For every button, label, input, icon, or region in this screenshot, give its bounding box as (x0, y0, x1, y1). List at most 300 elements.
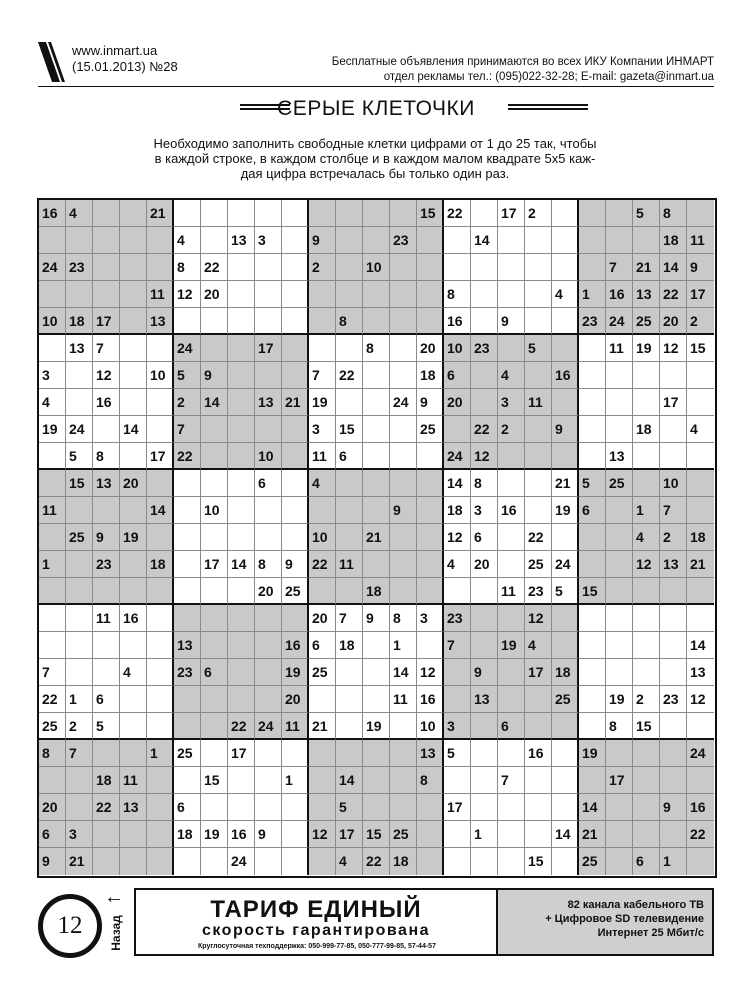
grid-cell[interactable] (363, 362, 390, 389)
grid-cell[interactable]: 20 (282, 686, 309, 713)
grid-cell[interactable] (471, 740, 498, 767)
grid-cell[interactable]: 25 (579, 848, 606, 875)
grid-cell[interactable] (552, 389, 579, 416)
header-site-url[interactable]: www.inmart.ua (72, 43, 158, 58)
grid-cell[interactable] (660, 362, 687, 389)
grid-cell[interactable] (579, 416, 606, 443)
grid-cell[interactable]: 23 (93, 551, 120, 578)
grid-cell[interactable] (282, 335, 309, 362)
grid-cell[interactable]: 22 (363, 848, 390, 875)
grid-cell[interactable] (417, 227, 444, 254)
grid-cell[interactable]: 18 (444, 497, 471, 524)
grid-cell[interactable]: 10 (147, 362, 174, 389)
grid-cell[interactable] (174, 767, 201, 794)
grid-cell[interactable] (147, 848, 174, 875)
grid-cell[interactable]: 9 (363, 605, 390, 632)
grid-cell[interactable]: 21 (363, 524, 390, 551)
grid-cell[interactable]: 19 (579, 740, 606, 767)
grid-cell[interactable] (93, 497, 120, 524)
grid-cell[interactable]: 5 (579, 470, 606, 497)
grid-cell[interactable] (471, 200, 498, 227)
grid-cell[interactable]: 11 (687, 227, 714, 254)
grid-cell[interactable]: 9 (552, 416, 579, 443)
grid-cell[interactable] (660, 416, 687, 443)
grid-cell[interactable] (66, 281, 93, 308)
grid-cell[interactable]: 5 (552, 578, 579, 605)
grid-cell[interactable] (417, 254, 444, 281)
grid-cell[interactable]: 9 (498, 308, 525, 335)
grid-cell[interactable] (363, 767, 390, 794)
grid-cell[interactable] (93, 254, 120, 281)
grid-cell[interactable] (471, 362, 498, 389)
grid-cell[interactable]: 23 (66, 254, 93, 281)
grid-cell[interactable]: 23 (174, 659, 201, 686)
grid-cell[interactable] (120, 551, 147, 578)
grid-cell[interactable]: 14 (201, 389, 228, 416)
grid-cell[interactable] (39, 767, 66, 794)
grid-cell[interactable]: 3 (39, 362, 66, 389)
grid-cell[interactable] (363, 308, 390, 335)
grid-cell[interactable]: 11 (498, 578, 525, 605)
grid-cell[interactable]: 17 (525, 659, 552, 686)
grid-cell[interactable]: 6 (309, 632, 336, 659)
grid-cell[interactable]: 7 (174, 416, 201, 443)
grid-cell[interactable]: 12 (471, 443, 498, 470)
grid-cell[interactable]: 25 (633, 308, 660, 335)
grid-cell[interactable] (606, 551, 633, 578)
grid-cell[interactable] (579, 227, 606, 254)
grid-cell[interactable]: 6 (471, 524, 498, 551)
grid-cell[interactable]: 6 (93, 686, 120, 713)
grid-cell[interactable]: 4 (309, 470, 336, 497)
grid-cell[interactable] (606, 497, 633, 524)
grid-cell[interactable]: 4 (552, 281, 579, 308)
grid-cell[interactable] (255, 281, 282, 308)
grid-cell[interactable]: 15 (579, 578, 606, 605)
grid-cell[interactable] (498, 524, 525, 551)
grid-cell[interactable] (552, 254, 579, 281)
grid-cell[interactable] (606, 227, 633, 254)
grid-cell[interactable]: 15 (201, 767, 228, 794)
grid-cell[interactable] (201, 308, 228, 335)
grid-cell[interactable] (579, 551, 606, 578)
grid-cell[interactable] (174, 524, 201, 551)
grid-cell[interactable] (444, 578, 471, 605)
grid-cell[interactable] (255, 308, 282, 335)
grid-cell[interactable]: 22 (228, 713, 255, 740)
grid-cell[interactable] (363, 686, 390, 713)
grid-cell[interactable] (120, 713, 147, 740)
grid-cell[interactable]: 3 (498, 389, 525, 416)
grid-cell[interactable]: 13 (228, 227, 255, 254)
grid-cell[interactable]: 3 (255, 227, 282, 254)
grid-cell[interactable] (606, 740, 633, 767)
grid-cell[interactable]: 9 (255, 821, 282, 848)
grid-cell[interactable] (147, 335, 174, 362)
grid-cell[interactable] (390, 362, 417, 389)
grid-cell[interactable]: 4 (687, 416, 714, 443)
grid-cell[interactable]: 24 (390, 389, 417, 416)
grid-cell[interactable] (255, 740, 282, 767)
grid-cell[interactable] (606, 524, 633, 551)
grid-cell[interactable] (417, 308, 444, 335)
grid-cell[interactable]: 22 (201, 254, 228, 281)
grid-cell[interactable]: 12 (417, 659, 444, 686)
grid-cell[interactable] (579, 335, 606, 362)
grid-cell[interactable] (93, 740, 120, 767)
grid-cell[interactable]: 18 (633, 416, 660, 443)
grid-cell[interactable]: 16 (228, 821, 255, 848)
grid-cell[interactable] (201, 470, 228, 497)
grid-cell[interactable] (201, 713, 228, 740)
grid-cell[interactable]: 19 (39, 416, 66, 443)
grid-cell[interactable] (525, 713, 552, 740)
grid-cell[interactable] (309, 848, 336, 875)
grid-cell[interactable]: 21 (552, 470, 579, 497)
grid-cell[interactable] (120, 308, 147, 335)
grid-cell[interactable] (147, 254, 174, 281)
grid-cell[interactable]: 7 (39, 659, 66, 686)
grid-cell[interactable] (633, 794, 660, 821)
grid-cell[interactable] (417, 470, 444, 497)
grid-cell[interactable]: 5 (444, 740, 471, 767)
grid-cell[interactable] (579, 254, 606, 281)
grid-cell[interactable] (228, 767, 255, 794)
grid-cell[interactable]: 4 (39, 389, 66, 416)
grid-cell[interactable]: 2 (498, 416, 525, 443)
grid-cell[interactable]: 15 (417, 200, 444, 227)
grid-cell[interactable]: 17 (147, 443, 174, 470)
grid-cell[interactable]: 12 (525, 605, 552, 632)
grid-cell[interactable] (336, 713, 363, 740)
grid-cell[interactable]: 23 (660, 686, 687, 713)
grid-cell[interactable] (390, 200, 417, 227)
grid-cell[interactable]: 7 (444, 632, 471, 659)
grid-cell[interactable] (336, 389, 363, 416)
grid-cell[interactable] (120, 227, 147, 254)
grid-cell[interactable] (228, 308, 255, 335)
grid-cell[interactable]: 11 (525, 389, 552, 416)
grid-cell[interactable] (606, 794, 633, 821)
grid-cell[interactable]: 18 (363, 578, 390, 605)
grid-cell[interactable] (552, 605, 579, 632)
grid-cell[interactable] (228, 497, 255, 524)
grid-cell[interactable]: 7 (498, 767, 525, 794)
grid-cell[interactable]: 17 (444, 794, 471, 821)
grid-cell[interactable]: 19 (552, 497, 579, 524)
grid-cell[interactable] (147, 470, 174, 497)
grid-cell[interactable] (471, 767, 498, 794)
grid-cell[interactable] (525, 686, 552, 713)
grid-cell[interactable] (633, 389, 660, 416)
grid-cell[interactable]: 13 (174, 632, 201, 659)
grid-cell[interactable] (417, 524, 444, 551)
grid-cell[interactable] (498, 335, 525, 362)
grid-cell[interactable] (255, 659, 282, 686)
grid-cell[interactable] (660, 443, 687, 470)
grid-cell[interactable]: 25 (39, 713, 66, 740)
grid-cell[interactable] (552, 443, 579, 470)
grid-cell[interactable] (147, 416, 174, 443)
grid-cell[interactable] (552, 308, 579, 335)
grid-cell[interactable] (687, 767, 714, 794)
grid-cell[interactable] (633, 578, 660, 605)
grid-cell[interactable]: 17 (336, 821, 363, 848)
grid-cell[interactable] (66, 605, 93, 632)
back-link[interactable]: Назад (109, 915, 123, 951)
grid-cell[interactable] (417, 848, 444, 875)
grid-cell[interactable] (606, 848, 633, 875)
grid-cell[interactable] (147, 524, 174, 551)
grid-cell[interactable] (363, 497, 390, 524)
grid-cell[interactable] (471, 578, 498, 605)
grid-cell[interactable]: 2 (174, 389, 201, 416)
grid-cell[interactable]: 16 (687, 794, 714, 821)
grid-cell[interactable] (147, 767, 174, 794)
grid-cell[interactable] (498, 281, 525, 308)
grid-cell[interactable] (120, 281, 147, 308)
grid-cell[interactable] (93, 281, 120, 308)
grid-cell[interactable] (282, 443, 309, 470)
grid-cell[interactable] (255, 254, 282, 281)
grid-cell[interactable] (390, 254, 417, 281)
grid-cell[interactable]: 14 (444, 470, 471, 497)
grid-cell[interactable]: 7 (606, 254, 633, 281)
grid-cell[interactable] (633, 470, 660, 497)
grid-cell[interactable] (66, 578, 93, 605)
grid-cell[interactable] (120, 389, 147, 416)
grid-cell[interactable]: 16 (39, 200, 66, 227)
grid-cell[interactable] (579, 659, 606, 686)
grid-cell[interactable]: 9 (471, 659, 498, 686)
grid-cell[interactable]: 12 (93, 362, 120, 389)
grid-cell[interactable]: 14 (120, 416, 147, 443)
grid-cell[interactable] (336, 524, 363, 551)
grid-cell[interactable] (390, 551, 417, 578)
grid-cell[interactable] (228, 794, 255, 821)
grid-cell[interactable]: 15 (363, 821, 390, 848)
grid-cell[interactable] (201, 578, 228, 605)
grid-cell[interactable] (579, 389, 606, 416)
grid-cell[interactable]: 18 (552, 659, 579, 686)
grid-cell[interactable] (444, 659, 471, 686)
grid-cell[interactable]: 4 (525, 632, 552, 659)
grid-cell[interactable]: 3 (417, 605, 444, 632)
grid-cell[interactable]: 5 (93, 713, 120, 740)
grid-cell[interactable] (363, 794, 390, 821)
grid-cell[interactable] (552, 335, 579, 362)
grid-cell[interactable] (174, 497, 201, 524)
grid-cell[interactable]: 16 (498, 497, 525, 524)
grid-cell[interactable]: 4 (120, 659, 147, 686)
grid-cell[interactable]: 1 (579, 281, 606, 308)
grid-cell[interactable] (309, 497, 336, 524)
grid-cell[interactable] (579, 713, 606, 740)
grid-cell[interactable]: 24 (552, 551, 579, 578)
grid-cell[interactable] (552, 227, 579, 254)
grid-cell[interactable] (471, 794, 498, 821)
grid-cell[interactable]: 18 (417, 362, 444, 389)
grid-cell[interactable]: 6 (579, 497, 606, 524)
grid-cell[interactable]: 9 (201, 362, 228, 389)
grid-cell[interactable] (498, 659, 525, 686)
grid-cell[interactable]: 2 (525, 200, 552, 227)
grid-cell[interactable] (390, 713, 417, 740)
grid-cell[interactable]: 25 (390, 821, 417, 848)
grid-cell[interactable]: 16 (120, 605, 147, 632)
grid-cell[interactable]: 16 (525, 740, 552, 767)
grid-cell[interactable] (471, 605, 498, 632)
grid-cell[interactable] (552, 794, 579, 821)
grid-cell[interactable] (39, 335, 66, 362)
grid-cell[interactable] (309, 200, 336, 227)
grid-cell[interactable]: 22 (444, 200, 471, 227)
grid-cell[interactable]: 20 (471, 551, 498, 578)
grid-cell[interactable] (633, 659, 660, 686)
grid-cell[interactable]: 8 (471, 470, 498, 497)
grid-cell[interactable] (282, 200, 309, 227)
grid-cell[interactable] (633, 740, 660, 767)
grid-cell[interactable] (687, 713, 714, 740)
grid-cell[interactable]: 21 (309, 713, 336, 740)
grid-cell[interactable] (93, 659, 120, 686)
grid-cell[interactable] (228, 686, 255, 713)
grid-cell[interactable] (228, 389, 255, 416)
grid-cell[interactable] (363, 551, 390, 578)
grid-cell[interactable] (390, 281, 417, 308)
grid-cell[interactable]: 21 (633, 254, 660, 281)
grid-cell[interactable] (282, 740, 309, 767)
grid-cell[interactable] (120, 443, 147, 470)
grid-cell[interactable]: 21 (147, 200, 174, 227)
grid-cell[interactable] (498, 254, 525, 281)
grid-cell[interactable]: 17 (660, 389, 687, 416)
grid-cell[interactable]: 16 (444, 308, 471, 335)
grid-cell[interactable] (633, 605, 660, 632)
grid-cell[interactable] (66, 389, 93, 416)
grid-cell[interactable]: 10 (201, 497, 228, 524)
grid-cell[interactable] (39, 524, 66, 551)
grid-cell[interactable]: 10 (444, 335, 471, 362)
grid-cell[interactable]: 1 (39, 551, 66, 578)
grid-cell[interactable] (228, 470, 255, 497)
grid-cell[interactable] (336, 686, 363, 713)
grid-cell[interactable] (147, 578, 174, 605)
grid-cell[interactable]: 23 (471, 335, 498, 362)
grid-cell[interactable]: 15 (687, 335, 714, 362)
grid-cell[interactable]: 6 (444, 362, 471, 389)
grid-cell[interactable]: 10 (660, 470, 687, 497)
grid-cell[interactable] (66, 227, 93, 254)
grid-cell[interactable] (66, 632, 93, 659)
grid-cell[interactable] (120, 362, 147, 389)
grid-cell[interactable] (471, 848, 498, 875)
grid-cell[interactable] (633, 632, 660, 659)
grid-cell[interactable] (39, 578, 66, 605)
grid-cell[interactable] (390, 443, 417, 470)
grid-cell[interactable] (336, 335, 363, 362)
grid-cell[interactable]: 8 (606, 713, 633, 740)
grid-cell[interactable] (660, 578, 687, 605)
grid-cell[interactable]: 22 (660, 281, 687, 308)
grid-cell[interactable] (687, 470, 714, 497)
grid-cell[interactable] (417, 632, 444, 659)
grid-cell[interactable] (525, 254, 552, 281)
grid-cell[interactable] (93, 848, 120, 875)
grid-cell[interactable]: 20 (444, 389, 471, 416)
grid-cell[interactable]: 2 (633, 686, 660, 713)
grid-cell[interactable] (633, 767, 660, 794)
grid-cell[interactable]: 9 (687, 254, 714, 281)
grid-cell[interactable] (336, 578, 363, 605)
grid-cell[interactable]: 6 (498, 713, 525, 740)
grid-cell[interactable] (282, 848, 309, 875)
grid-cell[interactable]: 3 (471, 497, 498, 524)
grid-cell[interactable]: 14 (390, 659, 417, 686)
grid-cell[interactable]: 21 (687, 551, 714, 578)
grid-cell[interactable] (660, 632, 687, 659)
grid-cell[interactable] (687, 200, 714, 227)
grid-cell[interactable] (309, 767, 336, 794)
grid-cell[interactable] (309, 281, 336, 308)
grid-cell[interactable]: 1 (471, 821, 498, 848)
grid-cell[interactable] (471, 254, 498, 281)
grid-cell[interactable] (579, 605, 606, 632)
grid-cell[interactable]: 24 (39, 254, 66, 281)
grid-cell[interactable]: 13 (93, 470, 120, 497)
grid-cell[interactable]: 13 (66, 335, 93, 362)
grid-cell[interactable] (363, 416, 390, 443)
grid-cell[interactable] (255, 524, 282, 551)
grid-cell[interactable] (336, 254, 363, 281)
grid-cell[interactable] (228, 416, 255, 443)
grid-cell[interactable] (390, 578, 417, 605)
grid-cell[interactable]: 25 (309, 659, 336, 686)
grid-cell[interactable] (498, 740, 525, 767)
grid-cell[interactable]: 25 (552, 686, 579, 713)
grid-cell[interactable] (687, 605, 714, 632)
grid-cell[interactable]: 8 (174, 254, 201, 281)
grid-cell[interactable]: 19 (606, 686, 633, 713)
grid-cell[interactable] (606, 605, 633, 632)
grid-cell[interactable] (579, 767, 606, 794)
grid-cell[interactable] (309, 686, 336, 713)
grid-cell[interactable] (147, 389, 174, 416)
grid-cell[interactable]: 6 (255, 470, 282, 497)
grid-cell[interactable]: 18 (93, 767, 120, 794)
grid-cell[interactable] (444, 821, 471, 848)
grid-cell[interactable]: 23 (390, 227, 417, 254)
grid-cell[interactable]: 20 (660, 308, 687, 335)
grid-cell[interactable]: 5 (525, 335, 552, 362)
grid-cell[interactable] (552, 524, 579, 551)
grid-cell[interactable]: 1 (282, 767, 309, 794)
grid-cell[interactable] (606, 632, 633, 659)
grid-cell[interactable]: 2 (309, 254, 336, 281)
grid-cell[interactable] (282, 416, 309, 443)
grid-cell[interactable]: 12 (309, 821, 336, 848)
grid-cell[interactable]: 13 (147, 308, 174, 335)
grid-cell[interactable]: 21 (66, 848, 93, 875)
grid-cell[interactable] (336, 497, 363, 524)
grid-cell[interactable] (174, 686, 201, 713)
grid-cell[interactable]: 11 (606, 335, 633, 362)
grid-cell[interactable] (66, 659, 93, 686)
grid-cell[interactable]: 9 (309, 227, 336, 254)
grid-cell[interactable]: 24 (255, 713, 282, 740)
grid-cell[interactable] (444, 227, 471, 254)
grid-cell[interactable]: 9 (390, 497, 417, 524)
